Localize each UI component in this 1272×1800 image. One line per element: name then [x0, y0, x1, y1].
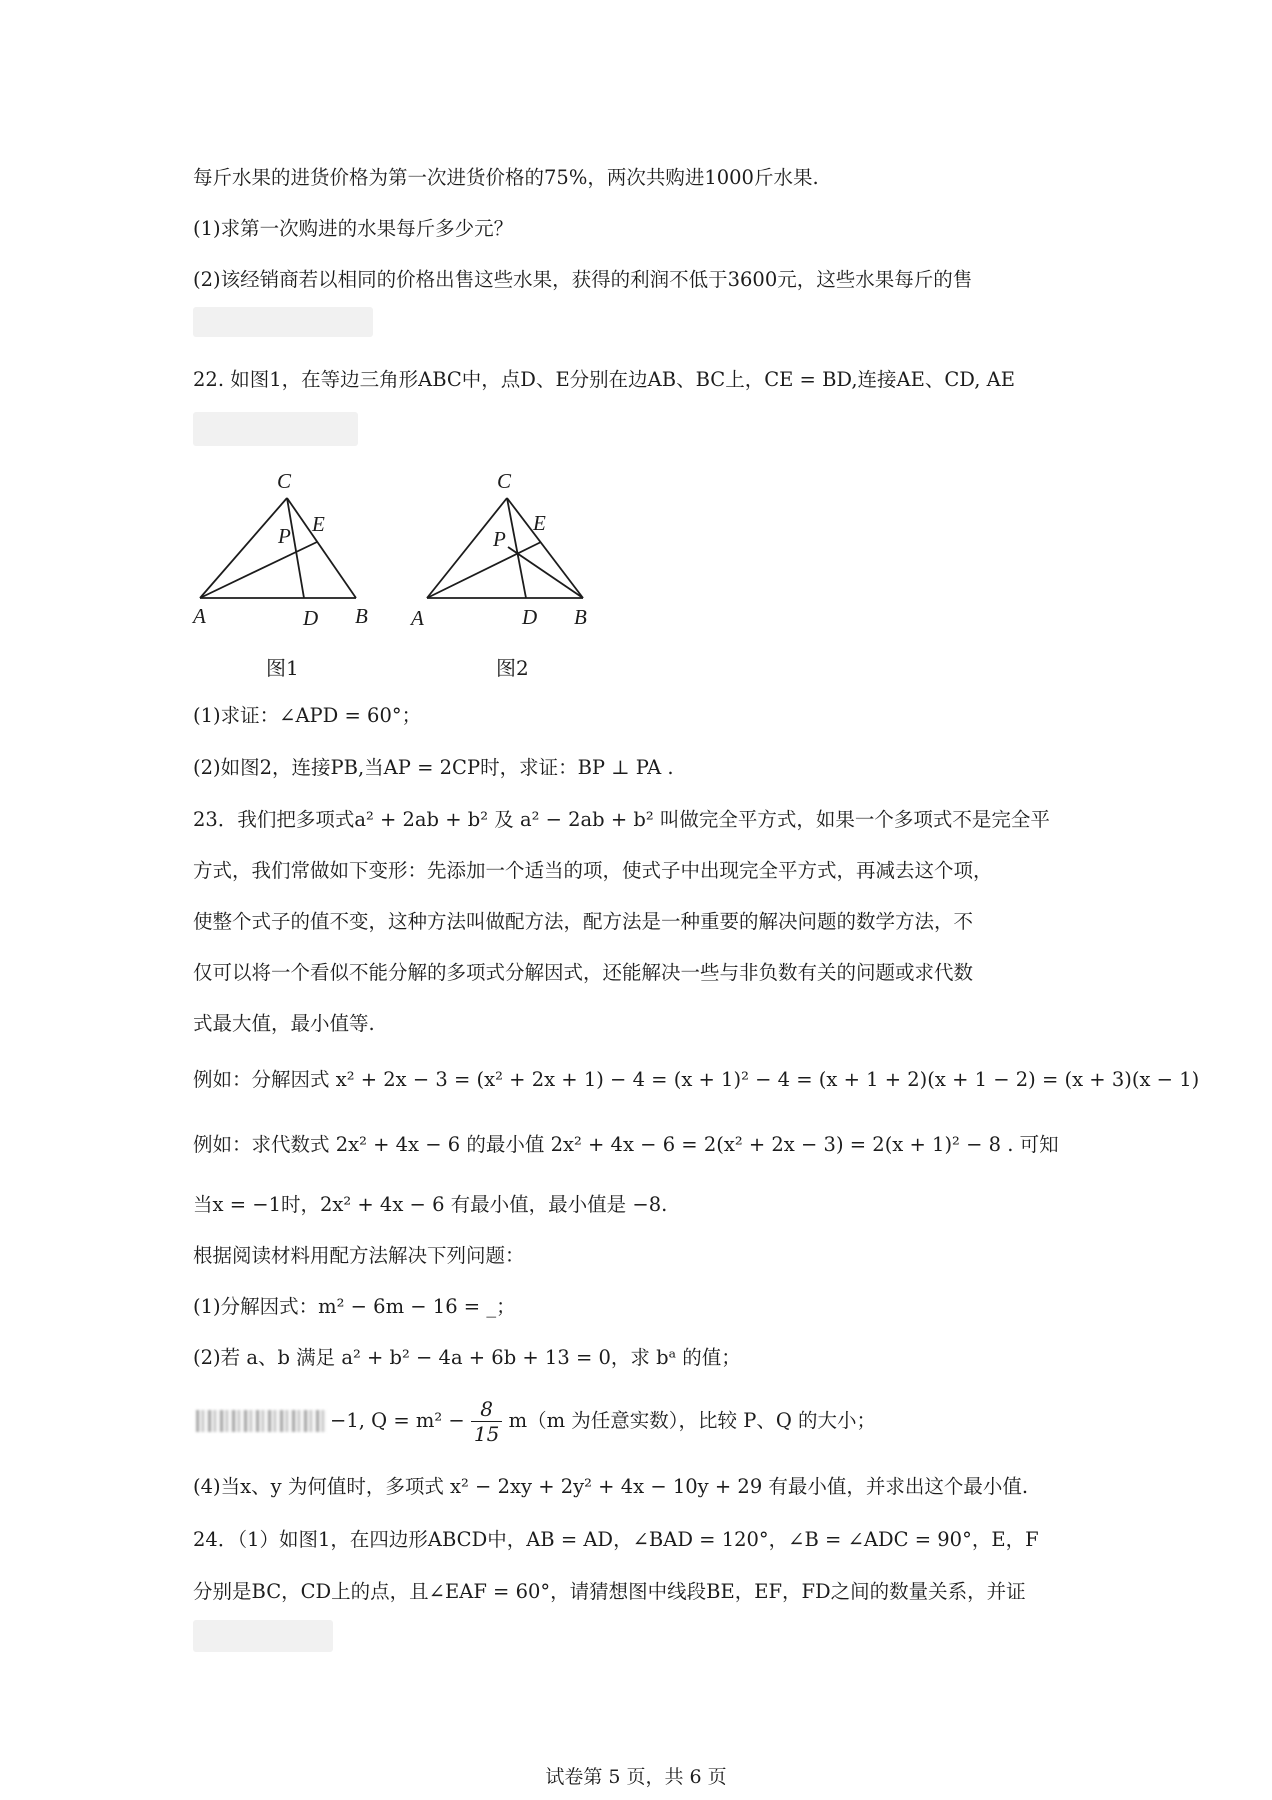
question-23-part-3 — [330, 1394, 876, 1448]
fig1-label-d: D — [303, 606, 319, 630]
fraction — [471, 1397, 502, 1446]
question-24-stem-2: 分别是BC，CD上的点，且∠EAF = 60°，请猜想图中线段BE，EF，FD之间的数量关系，并证 — [193, 1580, 1026, 1603]
fig2-label-p: P — [493, 527, 506, 551]
fig1-label-p: P — [278, 524, 291, 548]
fig2-label-a: A — [411, 606, 424, 630]
question-23-stem-5: 式最大值，最小值等. — [193, 1012, 375, 1035]
fraction-denominator: 15 — [473, 1422, 500, 1446]
fig2-label-c: C — [497, 469, 512, 493]
text-line-q21-2: (2)该经销商若以相同的价格出售这些水果，获得的利润不低于3600元，这些水果每斤的售 — [193, 268, 973, 291]
fig2-label-e: E — [533, 511, 546, 535]
example-2: 例如：求代数式 2x² + 4x − 6 的最小值 2x² + 4x − 6 = 2(x² + 2x − 3) = 2(x + 1)² − 8 . 可知 — [193, 1133, 1059, 1156]
q23-3-prefix: −1, Q = m² − — [330, 1409, 465, 1432]
question-23-part-2: (2)若 a、b 满足 a² + b² − 4a + 6b + 13 = 0，求 bᵃ 的值； — [193, 1346, 741, 1369]
text-line-q21-1: (1)求第一次购进的水果每斤多少元？ — [193, 217, 514, 240]
question-23-part-4: (4)当x、y 为何值时，多项式 x² − 2xy + 2y² + 4x − 10y + 29 有最小值，并求出这个最小值. — [193, 1475, 1029, 1498]
question-23-instruction: 根据阅读材料用配方法解决下列问题： — [193, 1244, 525, 1267]
blurred-region — [193, 412, 358, 446]
question-23-stem-4: 仅可以将一个看似不能分解的多项式分解因式，还能解决一些与非负数有关的问题或求代数 — [193, 961, 974, 984]
q23-3-suffix: m（m 为任意实数），比较 P、Q 的大小； — [508, 1409, 877, 1432]
question-22-part-1: (1)求证：∠APD = 60°； — [193, 704, 422, 727]
fig2-label-d: D — [522, 605, 538, 629]
figure-1-caption: 图1 — [266, 656, 299, 680]
blurred-region — [193, 1620, 333, 1652]
fig2-label-b: B — [574, 605, 587, 629]
question-23-stem-2: 方式，我们常做如下变形：先添加一个适当的项，使式子中出现完全平方式，再减去这个项， — [193, 859, 993, 882]
question-24-stem-1: 24．（1）如图1，在四边形ABCD中，AB = AD，∠BAD = 120°，∠B = ∠ADC = 90°，E，F — [193, 1528, 1039, 1551]
question-23-stem-1: 23．我们把多项式a² + 2ab + b² 及 a² − 2ab + b² 叫做完全平方式，如果一个多项式不是完全平 — [193, 808, 1050, 831]
fig1-label-e: E — [312, 512, 325, 536]
question-22-part-2: (2)如图2，连接PB,当AP = 2CP时，求证：BP ⊥ PA . — [193, 756, 674, 779]
figure-1-triangle — [185, 462, 380, 637]
fraction-numerator: 8 — [471, 1397, 502, 1422]
question-22-stem: 22. 如图1，在等边三角形ABC中，点D、E分别在边AB、BC上，CE = BD,连接AE、CD, AE — [193, 368, 1015, 391]
question-23-stem-3: 使整个式子的值不变，这种方法叫做配方法，配方法是一种重要的解决问题的数学方法，不 — [193, 910, 974, 933]
blurred-region — [193, 307, 373, 337]
fig1-label-a: A — [193, 604, 206, 628]
blurred-region — [196, 1410, 326, 1432]
example-1: 例如：分解因式 x² + 2x − 3 = (x² + 2x + 1) − 4 = (x + 1)² − 4 = (x + 1 + 2)(x + 1 − 2) = (x + 3)(x − 1) — [193, 1068, 1200, 1091]
text-line-price: 每斤水果的进货价格为第一次进货价格的75%，两次共购进1000斤水果. — [193, 166, 819, 189]
page-footer: 试卷第 5 页，共 6 页 — [545, 1766, 727, 1788]
fig1-label-b: B — [355, 604, 368, 628]
figure-2-triangle — [405, 462, 605, 637]
fig1-label-c: C — [277, 469, 292, 493]
example-2-conclusion: 当x = −1时，2x² + 4x − 6 有最小值，最小值是 −8. — [193, 1193, 668, 1216]
figure-2-caption: 图2 — [496, 656, 529, 680]
question-23-part-1: (1)分解因式：m² − 6m − 16 = _； — [193, 1295, 516, 1318]
